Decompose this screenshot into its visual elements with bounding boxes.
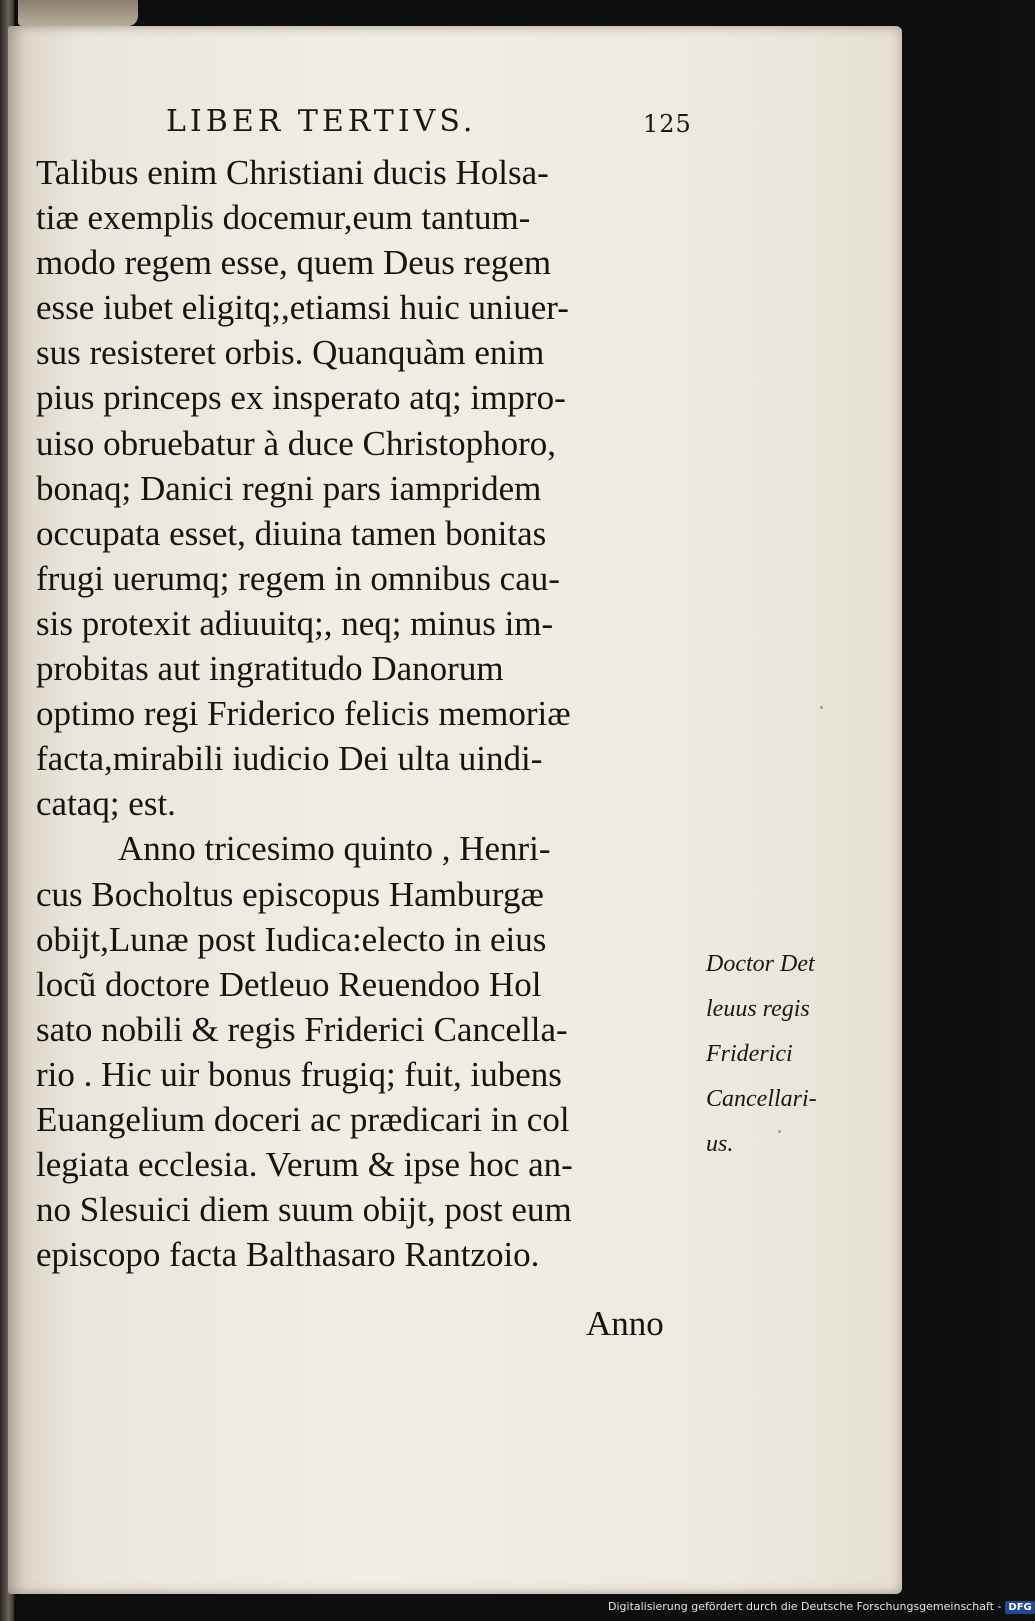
text-line: Euangelium doceri ac prædicari in col	[36, 1099, 570, 1139]
running-head: LIBER TERTIVS.	[166, 104, 477, 139]
marginal-note-line: Doctor Det	[706, 951, 815, 977]
text-line: cataq; est.	[36, 784, 176, 824]
text-line: locũ doctore Detleuo Reuendoo Hol	[36, 964, 542, 1004]
text-line: facta,mirabili iudicio Dei ulta uindi-	[36, 739, 543, 779]
page-number: 125	[643, 110, 692, 138]
text-line: rio . Hic uir bonus frugiq; fuit, iubens	[36, 1054, 562, 1094]
text-line: episcopo facta Balthasaro Rantzoio.	[36, 1235, 540, 1275]
text-line: sus resisteret orbis. Quanquàm enim	[36, 333, 545, 373]
text-line: pius princeps ex insperato atq; impro-	[36, 378, 566, 418]
funding-footer-text: Digitalisierung gefördert durch die Deutsche Forschungsgemeinschaft -	[608, 1600, 1002, 1613]
corner-paper-scrap	[18, 0, 138, 26]
text-line: Talibus enim Christiani ducis Holsa-	[36, 153, 549, 192]
text-line: modo regem esse, quem Deus regem	[36, 243, 552, 283]
paper-speck	[820, 706, 823, 709]
text-line: cus Bocholtus episcopus Hamburgæ	[36, 874, 544, 914]
text-line: legiata ecclesia. Verum & ipse hoc an-	[36, 1145, 573, 1185]
funding-footer	[608, 1600, 1035, 1614]
paragraph-start-line: Anno tricesimo quinto , Henri-	[118, 829, 551, 869]
text-line: tiæ exemplis docemur,eum tantum-	[36, 198, 531, 238]
marginal-note-line: us.	[706, 1131, 734, 1157]
marginal-note-line: Friderici	[706, 1041, 793, 1067]
text-line: optimo regi Friderico felicis memoriæ	[36, 694, 571, 734]
text-line: frugi uerumq; regem in omnibus cau-	[36, 558, 560, 598]
text-line: bonaq; Danici regni pars iampridem	[36, 468, 542, 508]
body-text	[36, 150, 692, 1277]
text-line: occupata esset, diuina tamen bonitas	[36, 513, 547, 553]
text-line: uiso obruebatur à duce Christophoro,	[36, 423, 557, 463]
text-line: sato nobili & regis Friderici Cancella-	[36, 1009, 568, 1049]
catchword: Anno	[586, 1304, 664, 1343]
text-line: no Slesuici diem suum obijt, post eum	[36, 1190, 572, 1230]
text-line: probitas aut ingratitudo Danorum	[36, 649, 504, 689]
text-line: sis protexit adiuuitq;, neq; minus im-	[36, 603, 554, 643]
text-line: obijt,Lunæ post Iudica:electo in eius	[36, 919, 547, 959]
marginal-note-line: Cancellari-	[706, 1086, 817, 1112]
marginal-note	[706, 942, 856, 1167]
marginal-note-line: leuus regis	[706, 996, 810, 1022]
text-line: esse iubet eligitq;,etiamsi huic uniuer-	[36, 288, 569, 328]
dfg-logo: DFG	[1005, 1601, 1034, 1614]
